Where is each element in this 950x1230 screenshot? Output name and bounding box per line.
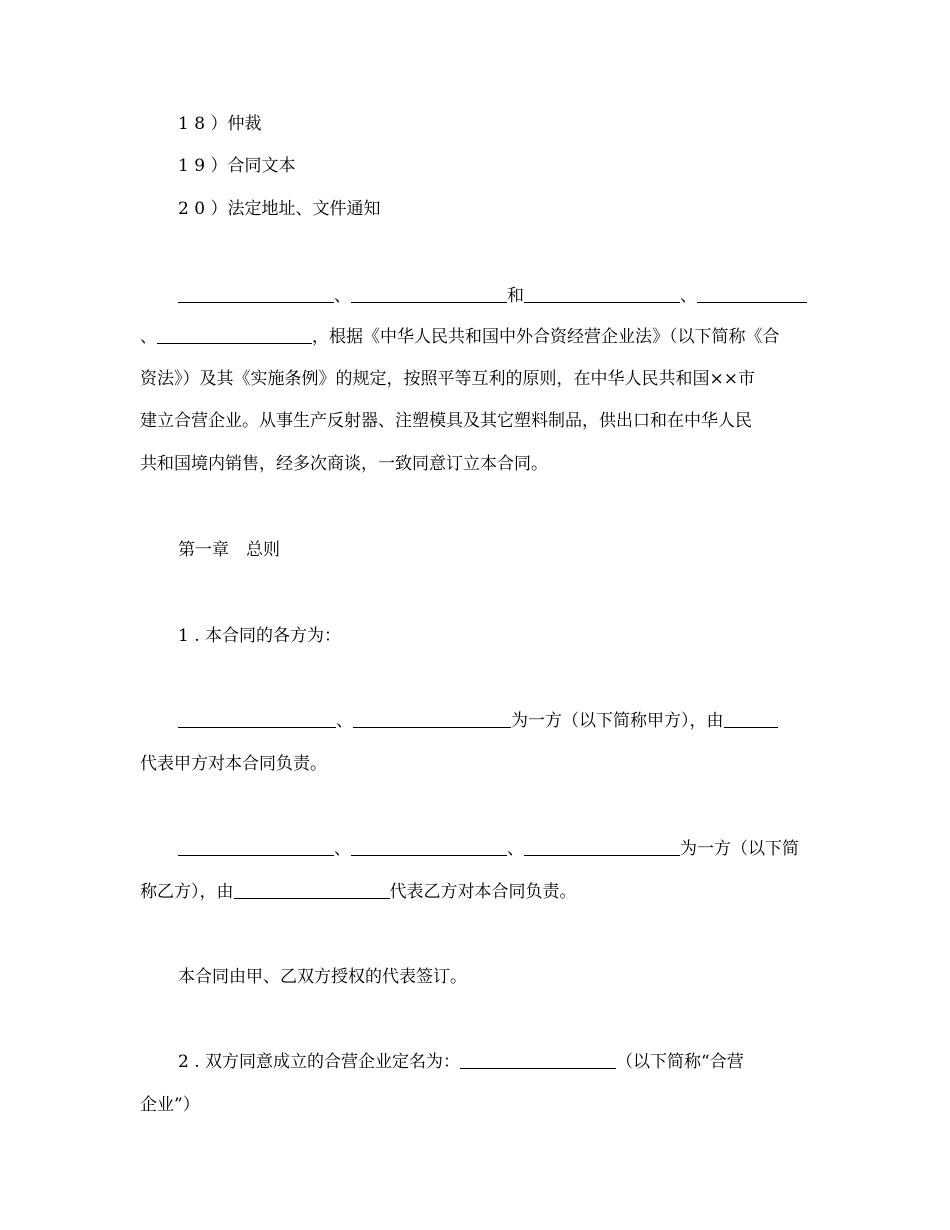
blank-field [178, 286, 334, 303]
toc-item-19: 1 9 ）合同文本 [178, 156, 296, 176]
party-a-text: 为一方（以下简称甲方），由 [511, 711, 724, 731]
clause-2-line-2: 企业”） [140, 1095, 200, 1115]
blank-field [697, 286, 807, 303]
blank-field [351, 839, 507, 856]
blank-field [724, 711, 778, 728]
clause-2-line-1 [178, 1050, 810, 1074]
party-b-line-1 [178, 837, 810, 861]
blank-field [157, 327, 312, 344]
blank-field [460, 1052, 616, 1069]
separator: 、 [507, 839, 524, 859]
preamble-text: ，根据《中华人民共和国中外合资经营企业法》（以下简称《合 [312, 327, 780, 347]
separator: 、 [334, 286, 351, 306]
toc-item-18: 1 8 ）仲裁 [178, 114, 262, 134]
party-b-text: 代表乙方对本合同负责。 [389, 882, 577, 902]
separator: 、 [334, 839, 351, 859]
separator: 、 [140, 327, 157, 347]
conjunction: 和 [507, 286, 524, 306]
blank-field [178, 839, 334, 856]
preamble-line-2 [140, 325, 810, 349]
separator: 、 [336, 711, 353, 731]
separator: 、 [680, 286, 697, 306]
blank-field [524, 286, 680, 303]
preamble-line-3: 资法》）及其《实施条例》的规定，按照平等互利的原则，在中华人民共和国××市 [140, 369, 755, 389]
party-b-line-2 [140, 880, 810, 904]
clause-2-text: 2 . 双方同意成立的合营企业定名为： [178, 1052, 461, 1072]
signing-note: 本合同由甲、乙双方授权的代表签订。 [178, 967, 467, 987]
preamble-line-5: 共和国境内销售，经多次商谈，一致同意订立本合同。 [140, 454, 548, 474]
preamble-line-1 [178, 284, 810, 308]
party-b-text: 称乙方），由 [140, 882, 234, 902]
blank-field [524, 839, 680, 856]
blank-field [234, 882, 390, 899]
blank-field [178, 711, 336, 728]
clause-1-title: 1 . 本合同的各方为： [178, 626, 342, 646]
chapter-title: 第一章 总则 [178, 540, 280, 560]
blank-field [353, 711, 511, 728]
party-a-line-1 [178, 709, 810, 733]
toc-item-20: 2 0 ）法定地址、文件通知 [178, 199, 381, 219]
party-a-line-2: 代表甲方对本合同负责。 [140, 754, 327, 774]
blank-field [351, 286, 507, 303]
clause-2-text: （以下简称“合营 [616, 1052, 744, 1072]
preamble-line-4: 建立合营企业。从事生产反射器、注塑模具及其它塑料制品，供出口和在中华人民 [140, 411, 752, 431]
party-b-text: 为一方（以下简 [680, 839, 799, 859]
